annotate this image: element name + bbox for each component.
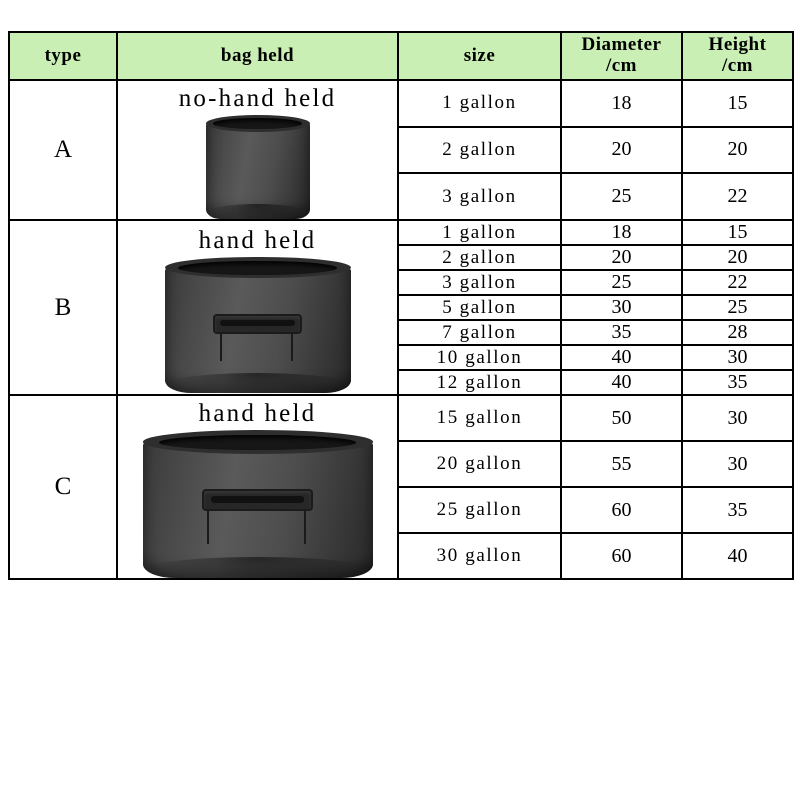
bag-illustration-c [118,430,397,578]
bag-illustration-b [118,257,397,393]
bag-title-c: hand held [198,400,317,427]
header-size: size [398,32,561,80]
size-cell: 30 gallon [398,533,561,579]
header-height [682,32,793,80]
bag-illustration-a [118,115,397,219]
size-cell: 2 gallon [398,245,561,270]
height-cell: 15 [682,80,793,127]
diameter-cell: 35 [561,320,682,345]
header-type: type [9,32,117,80]
height-cell: 15 [682,220,793,245]
size-cell: 12 gallon [398,370,561,395]
header-bag-held: bag held [117,32,398,80]
height-cell: 40 [682,533,793,579]
grow-bag-spec-table [8,31,794,580]
diameter-cell: 18 [561,80,682,127]
height-cell: 30 [682,441,793,487]
type-cell-b: B [9,220,117,395]
diameter-cell: 18 [561,220,682,245]
height-cell: 20 [682,245,793,270]
height-cell: 28 [682,320,793,345]
diameter-cell: 55 [561,441,682,487]
diameter-cell: 20 [561,245,682,270]
diameter-cell: 40 [561,370,682,395]
size-cell: 3 gallon [398,270,561,295]
size-cell: 15 gallon [398,395,561,441]
header-height-line1: Height [708,34,767,56]
size-cell: 20 gallon [398,441,561,487]
diameter-cell: 25 [561,270,682,295]
table-body [9,80,793,579]
diameter-cell: 50 [561,395,682,441]
table-header [9,32,793,80]
bag-cell-b [117,220,398,395]
height-cell: 30 [682,345,793,370]
header-diameter-line2: /cm [605,55,638,76]
bag-cell-a [117,80,398,220]
height-cell: 25 [682,295,793,320]
type-cell-a: A [9,80,117,220]
bag-title-a: no-hand held [178,85,337,112]
diameter-cell: 60 [561,533,682,579]
table-row [9,395,793,441]
height-cell: 20 [682,127,793,174]
diameter-cell: 40 [561,345,682,370]
size-cell: 25 gallon [398,487,561,533]
size-cell: 1 gallon [398,220,561,245]
size-cell: 5 gallon [398,295,561,320]
diameter-cell: 25 [561,173,682,220]
fabric-pot-large-with-handle-icon [143,430,373,578]
height-cell: 22 [682,270,793,295]
height-cell: 22 [682,173,793,220]
diameter-cell: 30 [561,295,682,320]
size-cell: 2 gallon [398,127,561,174]
height-cell: 35 [682,370,793,395]
bag-cell-c [117,395,398,579]
size-cell: 10 gallon [398,345,561,370]
header-height-line2: /cm [721,55,754,76]
diameter-cell: 20 [561,127,682,174]
header-diameter-line1: Diameter [581,34,662,56]
bag-title-b: hand held [198,226,317,254]
header-row [9,32,793,80]
size-cell: 1 gallon [398,80,561,127]
size-cell: 3 gallon [398,173,561,220]
fabric-pot-with-handle-icon [165,257,351,393]
fabric-pot-no-handle-icon [206,115,310,219]
size-cell: 7 gallon [398,320,561,345]
header-diameter [561,32,682,80]
diameter-cell: 60 [561,487,682,533]
height-cell: 30 [682,395,793,441]
height-cell: 35 [682,487,793,533]
table-row [9,80,793,127]
type-cell-c: C [9,395,117,579]
table-row [9,220,793,245]
